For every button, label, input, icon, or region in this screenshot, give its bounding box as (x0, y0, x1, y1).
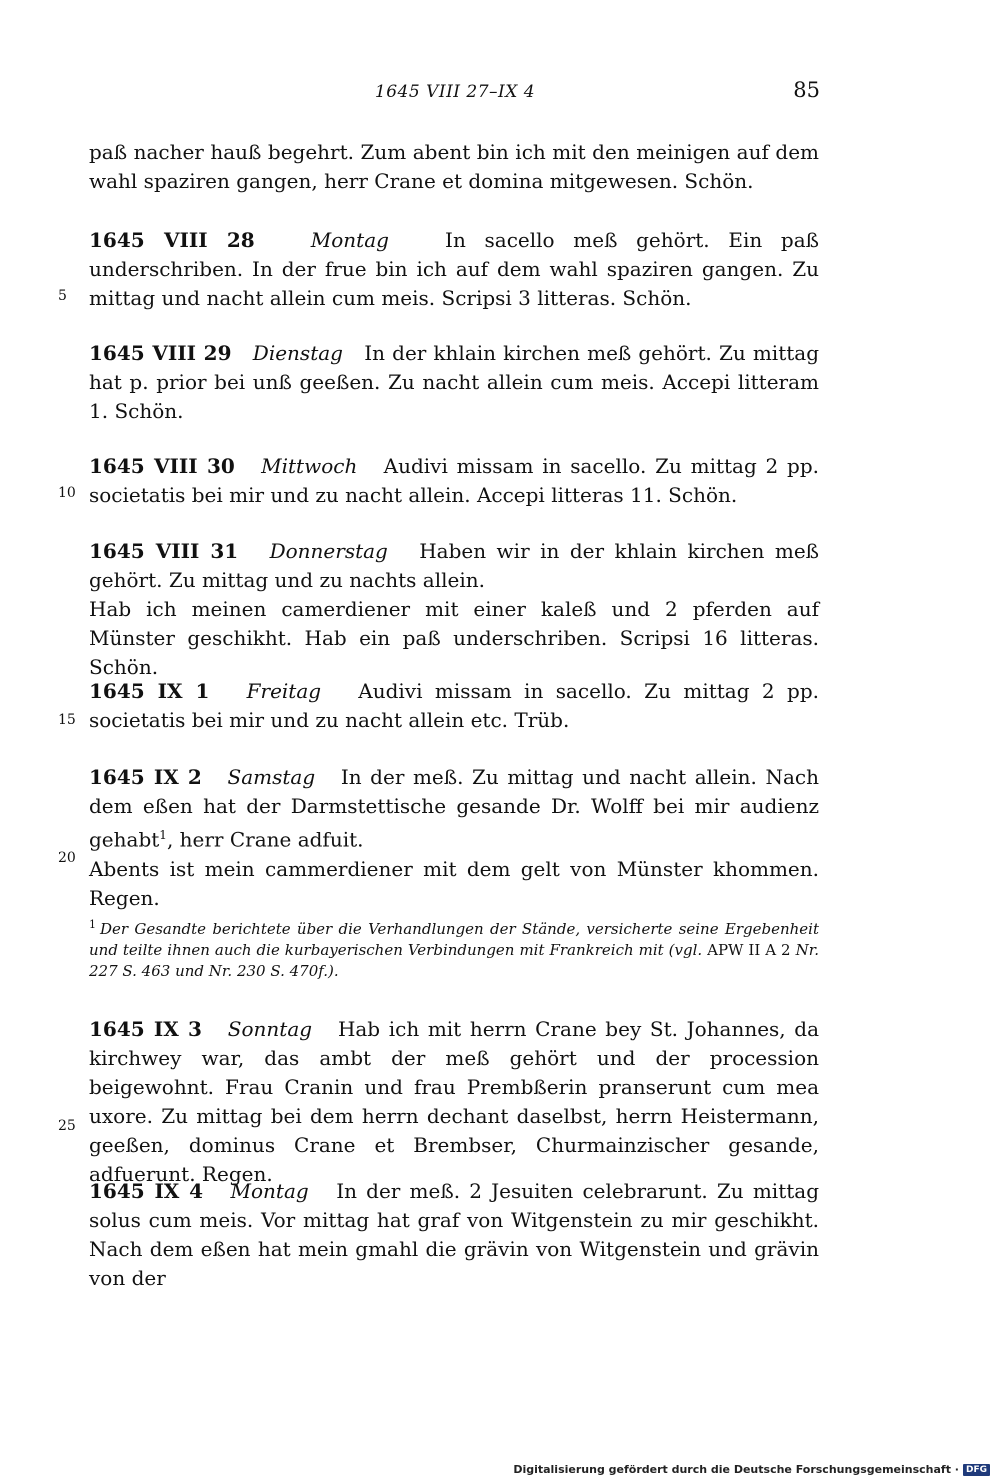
entry-text: In der meß. Zu mittag und nacht allein. Nach dem eßen hat der Darmstettische gesande Dr. Wolff bei mir audienz gehabt (89, 765, 819, 852)
entry-text: Audivi missam in sacello. Zu mittag 2 pp. societatis bei mir und zu nacht allein etc. Trüb. (89, 679, 819, 732)
entry-1645-viii-31 (89, 537, 819, 682)
footnote-text-end: Nr. 227 S. 463 und Nr. 230 S. 470f.). (89, 941, 819, 980)
entry-text: In sacello meß gehört. Ein paß underschriben. In der frue bin ich auf dem wahl spaziren gangen. Zu mittag und nacht allein cum meis. Scripsi 3 litteras. Schön. (89, 228, 820, 310)
entry-continuation-text: Abents ist mein cammerdiener mit dem gelt von Münster khommen. Regen. (89, 856, 819, 910)
footnote (89, 914, 819, 982)
entry-text: In der meß. 2 Jesuiten celebrarunt. Zu mittag solus cum meis. Vor mittag hat graf von Witgenstein zu mir geschikht. Nach dem eßen hat mein gmahl die grävin von Witgenstein und grävin von der (89, 1179, 819, 1290)
entry-date: 1645 VIII 28 (89, 228, 255, 252)
entry-date: 1645 IX 2 (89, 765, 202, 789)
line-number: 10 (58, 485, 76, 501)
entry-continuation-text: Hab ich meinen camerdiener mit einer kaleß und 2 pferden auf Münster geschikht. Hab ein paß underschriben. Scripsi 16 litteras. Schön. (89, 597, 819, 679)
footer-text: Digitalisierung gefördert durch die Deutsche Forschungsgemeinschaft · (513, 1463, 959, 1476)
entry-weekday: Mittwoch (261, 454, 358, 478)
line-number: 15 (58, 712, 76, 728)
running-head: 1645 VIII 27–IX 4 (374, 82, 536, 102)
footnote-text: Der Gesandte berichtete über die Verhandlungen der Stände, versicherte seine Ergebenheit und teilte ihnen auch die kurbayerischen Verbindungen mit Frankreich mit (vgl. (89, 920, 819, 959)
entry-weekday: Donnerstag (269, 539, 388, 563)
entry-continuation (89, 138, 819, 196)
entry-date: 1645 IX 3 (89, 1017, 202, 1041)
entry-1645-ix-3 (89, 1015, 819, 1189)
line-number: 25 (58, 1118, 76, 1134)
entry-date: 1645 VIII 31 (89, 539, 239, 563)
digitization-footer (513, 1463, 990, 1476)
entry-1645-ix-2 (89, 763, 819, 913)
footnote-marker: 1 (89, 918, 96, 931)
page-number: 85 (793, 78, 820, 102)
entry-1645-viii-29 (89, 339, 819, 426)
entry-weekday: Samstag (227, 765, 316, 789)
entry-weekday: Montag (310, 228, 389, 252)
entry-date: 1645 IX 4 (89, 1179, 204, 1203)
entry-1645-ix-4 (89, 1177, 819, 1293)
entry-1645-viii-30 (89, 452, 819, 510)
dfg-logo-icon: DFG (963, 1464, 990, 1476)
entry-date: 1645 IX 1 (89, 679, 210, 703)
entry-text: Haben wir in der khlain kirchen meß gehört. Zu mittag und zu nachts allein. (89, 539, 820, 592)
entry-weekday: Freitag (246, 679, 322, 703)
entry-weekday: Montag (230, 1179, 309, 1203)
entry-date: 1645 VIII 29 (89, 341, 232, 365)
footnote-citation: APW II A 2 (707, 941, 791, 959)
entry-text: In der khlain kirchen meß gehört. Zu mittag hat p. prior bei unß geeßen. Zu nacht allein cum meis. Accepi litteram 1. Schön. (89, 341, 819, 423)
entry-weekday: Dienstag (252, 341, 343, 365)
entry-text: Audivi missam in sacello. Zu mittag 2 pp. societatis bei mir und zu nacht allein. Accepi litteras 11. Schön. (89, 454, 819, 507)
footnote-reference: 1 (159, 828, 167, 842)
line-number: 20 (58, 850, 76, 866)
entry-text: Hab ich mit herrn Crane bey St. Johannes, da kirchwey war, das ambt der meß gehört und der procession beigewohnt. Frau Cranin und frau Prembßerin pranserunt cum mea uxore. Zu mittag bei dem herrn dechant daselbst, herrn Heistermann, geeßen, dominus Crane et Brembser, Churmainzischer gesande, adfuerunt. Regen. (89, 1017, 820, 1186)
entry-weekday: Sonntag (227, 1017, 313, 1041)
entry-1645-ix-1 (89, 677, 819, 735)
entry-text-after: , herr Crane adfuit. (166, 827, 364, 852)
entry-text: paß nacher hauß begehrt. Zum abent bin ich mit den meinigen auf dem wahl spaziren gangen, herr Crane et domina mitgewesen. Schön. (89, 140, 819, 193)
entry-1645-viii-28 (89, 226, 819, 313)
line-number: 5 (58, 288, 67, 304)
entry-date: 1645 VIII 30 (89, 454, 235, 478)
